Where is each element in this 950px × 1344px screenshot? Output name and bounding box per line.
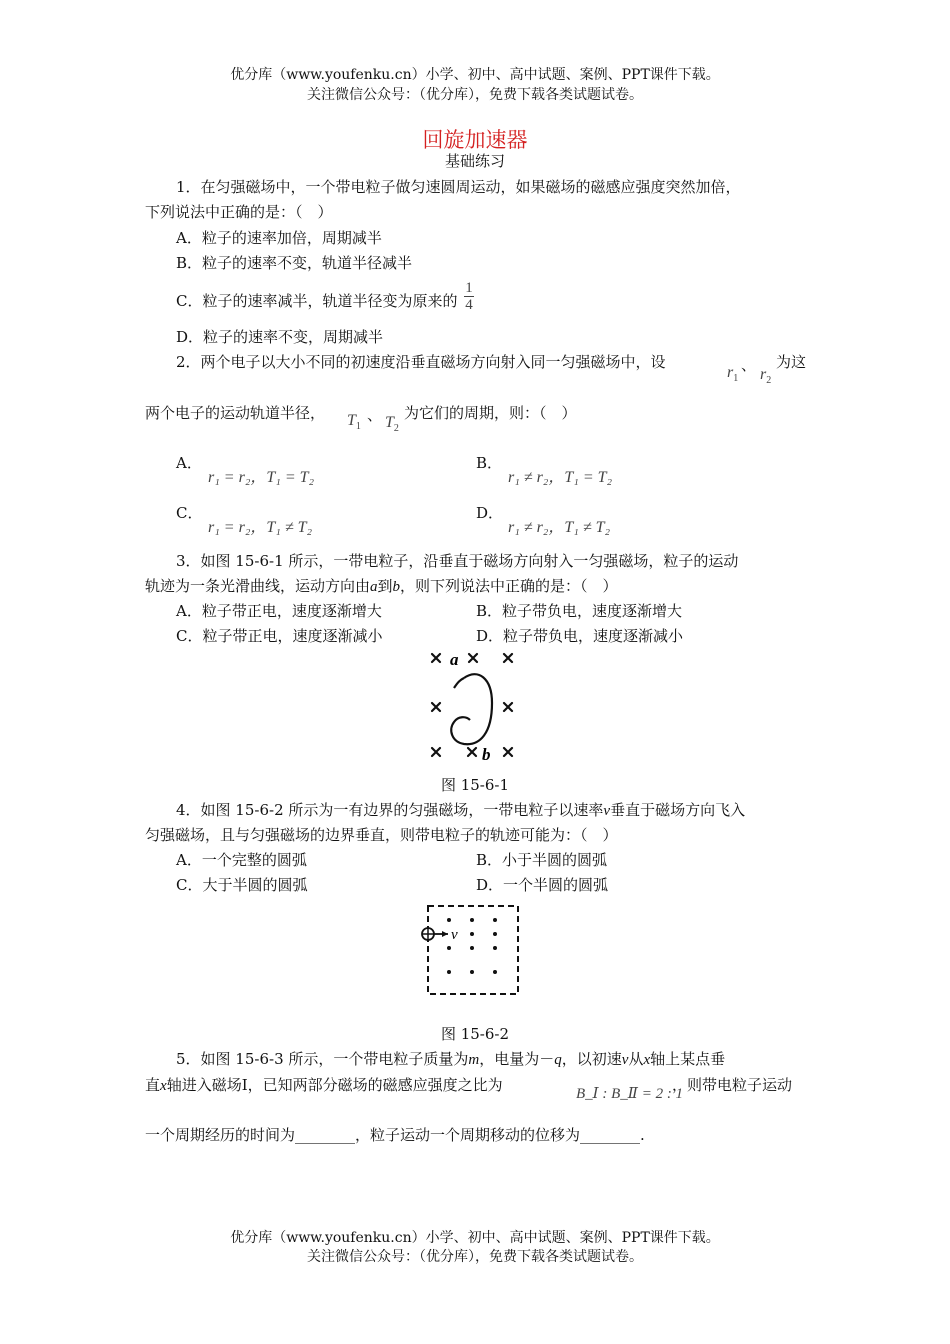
q2-sep-2: 、 — [367, 406, 383, 424]
q5-var-v: v — [621, 1052, 629, 1068]
q2-option-a-math: r₁ = r₂，T₁ = T₂ — [208, 469, 315, 486]
q2-stem-1: 2．两个电子以大小不同的初速度沿垂直磁场方向射入同一匀强磁场中，设 — [176, 353, 666, 371]
q4-var-v: v — [603, 803, 611, 819]
q5-var-x: x — [643, 1052, 651, 1068]
q3-option-d: D．粒子带负电，速度逐渐减小 — [476, 627, 684, 645]
q5-var-x2: x — [160, 1078, 167, 1094]
figure-label-b: b — [482, 745, 491, 764]
q2-option-c-label: C． — [176, 504, 203, 522]
q2-r1: $r_1$ — [727, 364, 739, 385]
fraction-one-quarter — [464, 280, 474, 313]
q2-r2: $r_2$ — [760, 366, 772, 387]
q5-var-q: q — [554, 1052, 562, 1068]
q2-sep-1: 、 — [741, 356, 757, 374]
q2-option-d-math: r₁ ≠ r₂，T₁ ≠ T₂ — [508, 519, 611, 536]
figure-15-6-1-caption: 图 15-6-1 — [440, 776, 510, 794]
q1-option-c — [176, 279, 474, 313]
q1-stem-2: 下列说法中正确的是：（ ） — [145, 203, 333, 221]
q3-option-c: C．粒子带正电，速度逐渐减小 — [176, 627, 383, 645]
q3-var-b: b — [392, 579, 401, 595]
q3-stem-1: 3．如图 15-6-1 所示，一带电粒子，沿垂直于磁场方向射入一匀强磁场，粒子的运动 — [176, 552, 739, 570]
footer-line-1: 优分库（www.youfenku.cn）小学、初中、高中试题、案例、PPT课件下载。 — [230, 1230, 720, 1246]
figure-15-6-1 — [420, 648, 530, 768]
q4-option-d: D．一个半圆的圆弧 — [476, 876, 609, 894]
q4-option-a: A．一个完整的圆弧 — [176, 851, 307, 869]
figure-15-6-2 — [415, 900, 525, 1000]
header-line-1: 优分库（www.youfenku.cn）小学、初中、高中试题、案例、PPT课件下载。 — [230, 67, 720, 83]
velocity-arrowhead — [442, 931, 448, 937]
particle-icon — [422, 928, 434, 940]
q1-option-d: D．粒子的速率不变，周期减半 — [176, 328, 384, 346]
footer-line-2: 关注微信公众号：（优分库），免费下载各类试题试卷。 — [307, 1249, 643, 1265]
q2-option-d-label: D． — [476, 504, 504, 522]
q1-stem-1: 1．在匀强磁场中，一个带电粒子做匀速圆周运动，如果磁场的磁感应强度突然加倍， — [176, 178, 741, 196]
q3-option-a: A．粒子带正电，速度逐渐增大 — [176, 602, 382, 620]
q1-option-b: B．粒子的速率不变，轨道半径减半 — [176, 254, 413, 272]
q4-stem-1: 4．如图 15-6-2 所示为一有边界的匀强磁场，一带电粒子以速率v垂直于磁场方向飞入 — [176, 801, 746, 819]
trajectory-start — [454, 678, 464, 688]
fraction-denominator: 4 — [465, 296, 473, 313]
figure-label-v: v — [451, 927, 458, 943]
q3-var-a: a — [370, 579, 378, 595]
q4-stem-2: 匀强磁场，且与匀强磁场的边界垂直，则带电粒子的轨迹可能为：（ ） — [145, 826, 618, 844]
q2-t1: $T_1$ — [347, 412, 361, 433]
q3-option-b: B．粒子带负电，速度逐渐增大 — [476, 602, 683, 620]
fraction-numerator: 1 — [465, 279, 473, 296]
q2-stem-2b: 为它们的周期，则：（ ） — [404, 404, 577, 422]
q4-option-b: B．小于半圆的圆弧 — [476, 851, 608, 869]
magnetic-field-crosses — [432, 654, 512, 756]
q2-t2: $T_2$ — [385, 414, 399, 435]
q5-stem-2: 直x轴进入磁场Ⅰ，已知两部分磁场的磁感应强度之比为 — [145, 1076, 503, 1094]
q2-option-c-math: r₁ = r₂，T₁ ≠ T₂ — [208, 519, 313, 536]
q3-stem-2: 轨迹为一条光滑曲线，运动方向由a到b，则下列说法中正确的是：（ ） — [145, 577, 618, 595]
q2-option-b-math: r₁ ≠ r₂，T₁ = T₂ — [508, 469, 613, 486]
q2-stem-1b: 为这 — [776, 353, 807, 371]
q2-stem-2: 两个电子的运动轨道半径， — [145, 404, 326, 422]
page-title: 回旋加速器 — [422, 128, 528, 152]
q1-option-c-text: C．粒子的速率减半，轨道半径变为原来的 — [176, 292, 458, 310]
q2-option-a-label: A． — [176, 454, 202, 472]
q2-option-b-label: B． — [476, 454, 503, 472]
figure-label-a: a — [450, 650, 459, 669]
q5-stem-1: 5．如图 15-6-3 所示，一个带电粒子质量为m，电量为－q，以初速v从x轴上某点垂 — [176, 1050, 726, 1068]
q1-option-a: A．粒子的速率加倍，周期减半 — [176, 229, 382, 247]
figure-15-6-2-caption: 图 15-6-2 — [440, 1025, 510, 1043]
q5-ratio: B_Ⅰ : B_Ⅱ = 2 : 1 — [576, 1086, 684, 1102]
q5-stem-2c: ，则带电粒子运动 — [672, 1076, 793, 1094]
q4-option-c: C．大于半圆的圆弧 — [176, 876, 308, 894]
q5-stem-3: 一个周期经历的时间为________，粒子运动一个周期移动的位移为________. — [145, 1126, 645, 1144]
q5-var-m: m — [468, 1052, 480, 1068]
page-subtitle: 基础练习 — [444, 152, 505, 170]
header-line-2: 关注微信公众号：（优分库），免费下载各类试题试卷。 — [307, 87, 643, 103]
